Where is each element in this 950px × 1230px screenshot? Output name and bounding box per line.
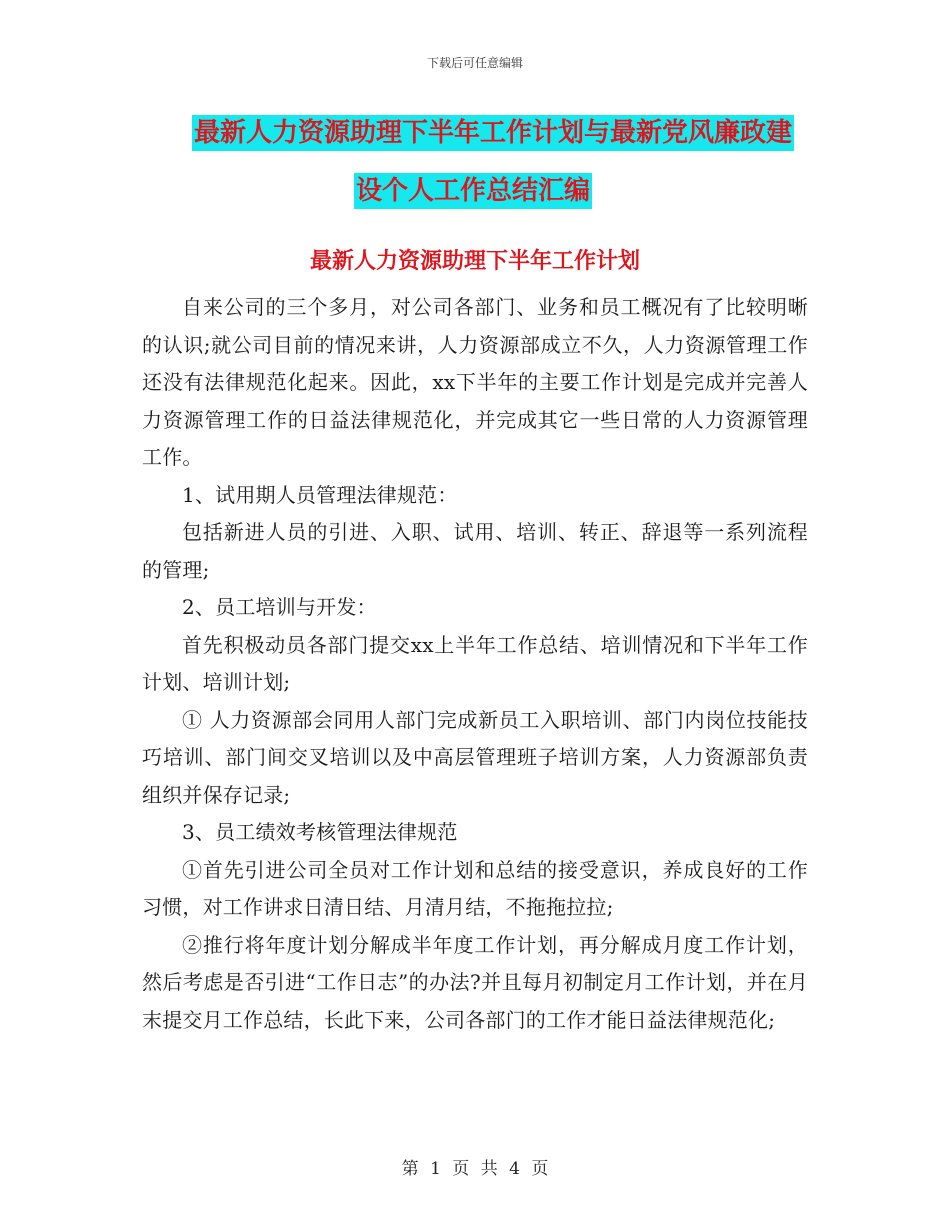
paragraph: 1、试用期人员管理法律规范： (182, 482, 458, 507)
paragraph: ① 人力资源部会同用人部门完成新员工入职培训、部门内岗位技能技巧培训、部门间交叉培训以及中高层管理班子培训方案，人力资源部负责组织并保存记录; (142, 707, 808, 807)
document-title (140, 110, 820, 214)
paragraph: ①首先引进公司全员对工作计划和总结的接受意识，养成良好的工作习惯，对工作讲求日清日结、月清月结，不拖拖拉拉; (142, 857, 808, 919)
title-line-1 (140, 110, 820, 156)
paragraph: 包括新进人员的引进、入职、试用、培训、转正、辞退等一系列流程的管理; (142, 520, 808, 582)
paragraph: ②推行将年度计划分解成半年度工作计划，再分解成月度工作计划，然后考虑是否引进“工作日志”的办法?并且每月初制定月工作计划，并在月末提交月工作总结，长此下来，公司各部门的工作才能日益法律规范化; (142, 932, 808, 1032)
paragraph: 自来公司的三个多月，对公司各部门、业务和员工概况有了比较明晰的认识;就公司目前的情况来讲，人力资源部成立不久，人力资源管理工作还没有法律规范化起来。因此，xx下半年的主要工作计划是完成并完善人力资源管理工作的日益法律规范化，并完成其它一些日常的人力资源管理工作。 (142, 295, 808, 469)
title-line-1-text: 最新人力资源助理下半年工作计划与最新党风廉政建 (192, 115, 794, 151)
page-footer: 第 1 页 共 4 页 (401, 1159, 549, 1179)
title-line-2 (140, 168, 820, 214)
page-header: 下载后可任意编辑 (426, 56, 523, 70)
paragraph: 3、员工绩效考核管理法律规范 (182, 820, 458, 844)
title-line-2-text: 设个人工作总结汇编 (354, 173, 592, 209)
body-text (142, 289, 808, 1039)
paragraph: 2、员工培训与开发： (182, 595, 377, 619)
section-title: 最新人力资源助理下半年工作计划 (309, 249, 640, 274)
paragraph: 首先积极动员各部门提交xx上半年工作总结、培训情况和下半年工作计划、培训计划; (142, 632, 808, 694)
